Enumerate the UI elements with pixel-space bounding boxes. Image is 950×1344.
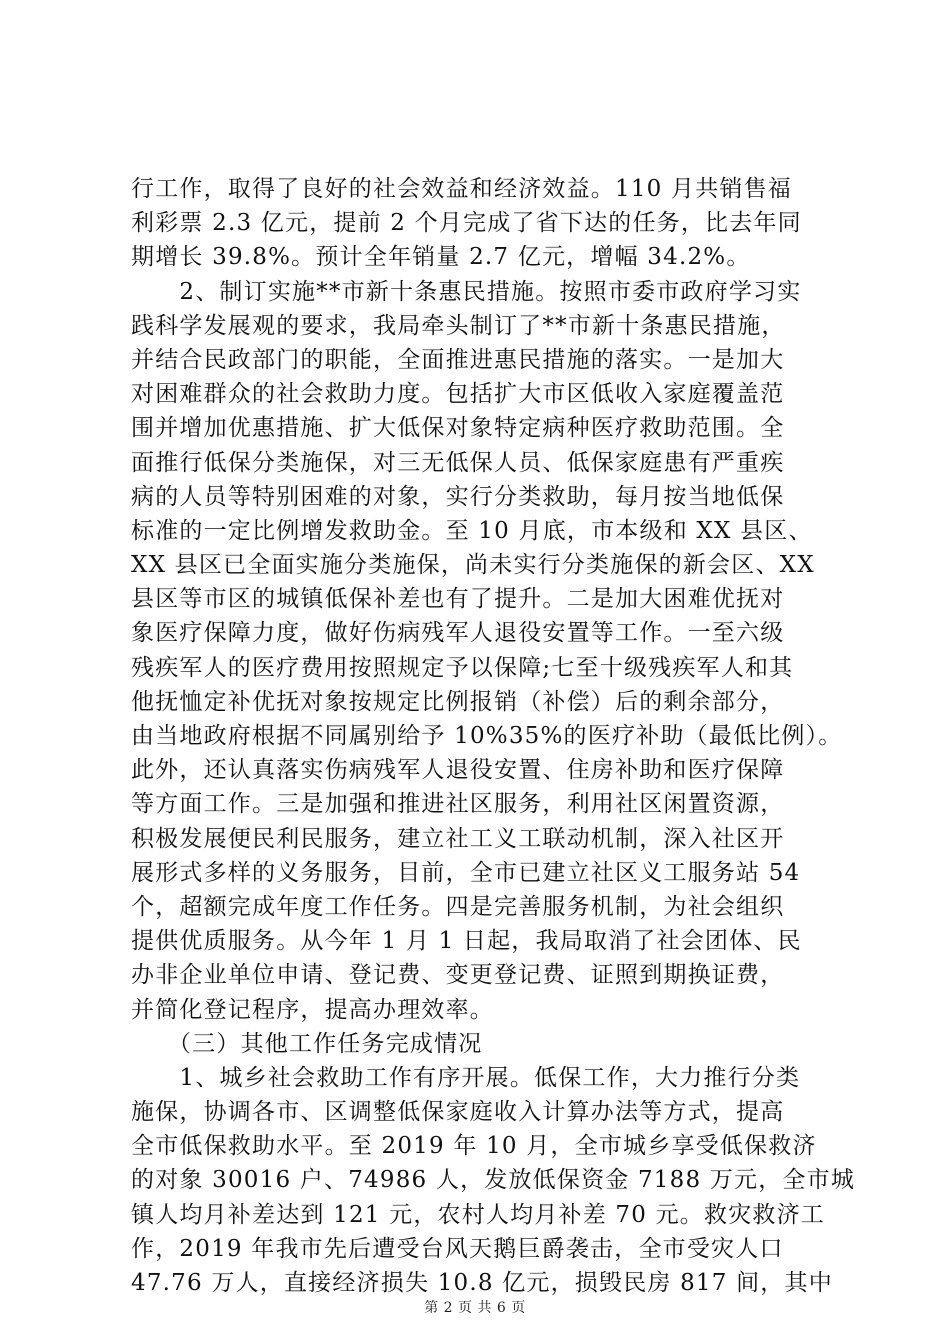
text-line: 施保，协调各市、区调整低保家庭收入计算办法等方式，提高 bbox=[131, 1099, 785, 1126]
text-line: 象医疗保障力度，做好伤病残军人退役安置等工作。一至六级 bbox=[131, 620, 785, 647]
text-line: 践科学发展观的要求，我局牵头制订了**市新十条惠民措施， bbox=[131, 312, 786, 339]
page-number-footer: 第 2 页 共 6 页 bbox=[424, 1300, 526, 1316]
text-line: 47.76 万人，直接经济损失 10.8 亿元，损毁民房 817 间，其中 bbox=[131, 1270, 833, 1296]
text-line: 此外，还认真落实伤病残军人退役安置、住房补助和医疗保障 bbox=[131, 757, 785, 784]
text-line: 镇人均月补差达到 121 元，农村人均月补差 70 元。救灾救济工 bbox=[131, 1201, 826, 1228]
text-line: 期增长 39.8%。预计全年销量 2.7 亿元，增幅 34.2%。 bbox=[131, 244, 751, 271]
text-line: 全市低保救助水平。至 2019 年 10 月，全市城乡享受低保救济 bbox=[131, 1133, 817, 1160]
body-text bbox=[131, 172, 856, 1300]
text-line: 病的人员等特别困难的对象，实行分类救助，每月按当地低保 bbox=[131, 483, 785, 510]
text-line: 残疾军人的医疗费用按照规定予以保障;七至十级残疾军人和其 bbox=[131, 654, 794, 681]
text-line: 县区等市区的城镇低保补差也有了提升。二是加大困难优抚对 bbox=[131, 586, 785, 613]
text-line: 行工作，取得了良好的社会效益和经济效益。110 月共销售福 bbox=[131, 176, 793, 202]
text-line: 1、城乡社会救助工作有序开展。低保工作，大力推行分类 bbox=[131, 1064, 801, 1091]
text-line: 对困难群众的社会救助力度。包括扩大市区低收入家庭覆盖范 bbox=[131, 381, 785, 408]
text-line: 面推行低保分类施保，对三无低保人员、低保家庭患有严重疾 bbox=[131, 449, 785, 476]
text-line: 积极发展便民利民服务，建立社工义工联动机制，深入社区开 bbox=[131, 825, 785, 852]
text-line: 作，2019 年我市先后遭受台风天鹅巨爵袭击，全市受灾人口 bbox=[131, 1235, 784, 1262]
text-line: 等方面工作。三是加强和推进社区服务，利用社区闲置资源， bbox=[131, 791, 785, 818]
text-line: 标准的一定比例增发救助金。至 10 月底，市本级和 XX 县区、 bbox=[131, 517, 813, 544]
text-line: 2、制订实施**市新十条惠民措施。按照市委市政府学习实 bbox=[131, 278, 802, 305]
text-line: 他抚恤定补优抚对象按规定比例报销（补偿）后的剩余部分， bbox=[131, 688, 785, 715]
text-line: 个，超额完成年度工作任务。四是完善服务机制，为社会组织 bbox=[131, 893, 785, 920]
text-line: 展形式多样的义务服务，目前，全市已建立社区义工服务站 54 bbox=[131, 859, 801, 886]
text-line: 并简化登记程序，提高办理效率。 bbox=[131, 996, 494, 1023]
text-line: 利彩票 2.3 亿元，提前 2 个月完成了省下达的任务，比去年同 bbox=[131, 210, 802, 237]
text-line: 围并增加优惠措施、扩大低保对象特定病种医疗救助范围。全 bbox=[131, 415, 785, 442]
text-line: XX 县区已全面实施分类施保，尚未实行分类施保的新会区、XX bbox=[131, 552, 815, 579]
section-heading: （三）其他工作任务完成情况 bbox=[131, 1030, 483, 1057]
text-line: 由当地政府根据不同属别给予 10%35%的医疗补助（最低比例）。 bbox=[131, 723, 843, 749]
text-line: 提供优质服务。从今年 1 月 1 日起，我局取消了社会团体、民 bbox=[131, 928, 802, 955]
text-line: 的对象 30016 户、74986 人，发放低保资金 7188 万元，全市城 bbox=[131, 1167, 856, 1194]
text-line: 办非企业单位申请、登记费、变更登记费、证照到期换证费， bbox=[131, 962, 785, 989]
text-line: 并结合民政部门的职能，全面推进惠民措施的落实。一是加大 bbox=[131, 346, 785, 373]
